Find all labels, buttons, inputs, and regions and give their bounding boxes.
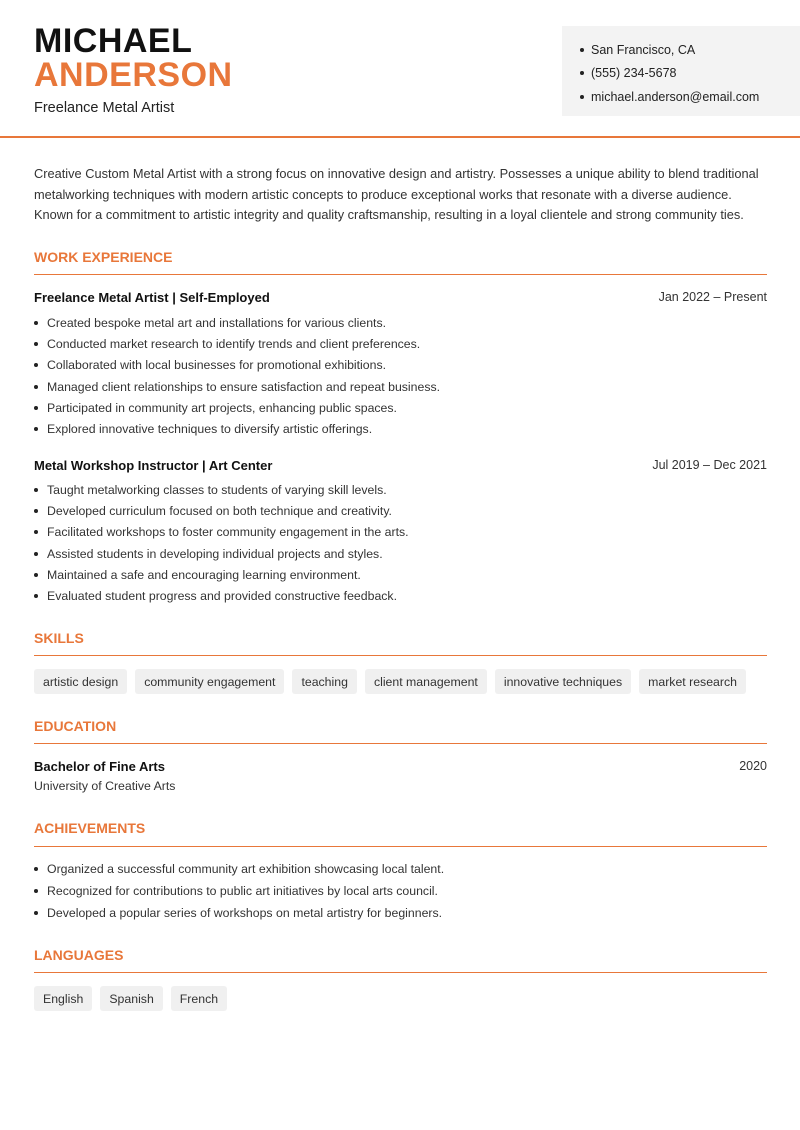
bullet-icon xyxy=(580,71,584,75)
section-divider xyxy=(34,743,767,744)
skill-tag: teaching xyxy=(292,669,357,694)
list-item: Facilitated workshops to foster community engagement in the arts. xyxy=(34,522,767,543)
language-tag: French xyxy=(171,986,227,1011)
job-dates: Jan 2022 – Present xyxy=(658,290,767,304)
job-header xyxy=(34,290,767,305)
email-text: michael.anderson@email.com xyxy=(591,89,760,104)
location-text: San Francisco, CA xyxy=(591,42,696,57)
phone-text: (555) 234-5678 xyxy=(591,66,677,81)
list-item: Conducted market research to identify trends and client preferences. xyxy=(34,333,767,354)
bullet-icon xyxy=(34,867,38,871)
last-name: ANDERSON xyxy=(34,56,233,94)
language-tag: Spanish xyxy=(100,986,162,1011)
bullet-icon xyxy=(34,573,38,577)
section-divider xyxy=(34,274,767,275)
job-role: Metal Workshop Instructor | Art Center xyxy=(34,458,273,473)
bullet-icon xyxy=(34,427,38,431)
bullet-icon xyxy=(34,488,38,492)
contact-location xyxy=(580,38,800,62)
section-divider xyxy=(34,972,767,973)
bullet-icon xyxy=(34,594,38,598)
job-bullets xyxy=(34,479,767,607)
language-tag: English xyxy=(34,986,92,1011)
bullet-icon xyxy=(580,48,584,52)
skill-tag: innovative techniques xyxy=(495,669,631,694)
achievement-bullets xyxy=(34,858,767,924)
section-divider xyxy=(34,846,767,847)
list-item: Managed client relationships to ensure satisfaction and repeat business. xyxy=(34,376,767,397)
section-title-education: EDUCATION xyxy=(34,718,117,734)
section-title-work: WORK EXPERIENCE xyxy=(34,249,173,265)
bullet-icon xyxy=(34,342,38,346)
list-item: Created bespoke metal art and installations for various clients. xyxy=(34,312,767,333)
contact-box xyxy=(562,26,800,116)
job-bullets xyxy=(34,312,767,440)
education-degree: Bachelor of Fine Arts xyxy=(34,759,165,774)
list-item: Collaborated with local businesses for promotional exhibitions. xyxy=(34,355,767,376)
section-divider xyxy=(34,655,767,656)
bullet-icon xyxy=(34,385,38,389)
contact-phone xyxy=(580,62,800,86)
skill-tag: client management xyxy=(365,669,487,694)
contact-email xyxy=(580,85,800,109)
bullet-icon xyxy=(580,95,584,99)
bullet-icon xyxy=(34,911,38,915)
list-item: Participated in community art projects, enhancing public spaces. xyxy=(34,397,767,418)
list-item: Taught metalworking classes to students of varying skill levels. xyxy=(34,479,767,500)
bullet-icon xyxy=(34,889,38,893)
bullet-icon xyxy=(34,406,38,410)
bullet-icon xyxy=(34,530,38,534)
bullet-icon xyxy=(34,509,38,513)
job-title: Freelance Metal Artist xyxy=(34,100,175,116)
list-item: Explored innovative techniques to diversify artistic offerings. xyxy=(34,418,767,439)
resume-header xyxy=(0,0,800,138)
section-title-languages: LANGUAGES xyxy=(34,947,124,963)
bullet-icon xyxy=(34,363,38,367)
job-header xyxy=(34,458,767,473)
language-tags xyxy=(34,986,227,1011)
bullet-icon xyxy=(34,321,38,325)
summary-paragraph: Creative Custom Metal Artist with a strong focus on innovative design and artistry. Possesses a unique ability to blend traditional metalworking techniques with modern artistic concepts to produce exceptional works that resonate with a diverse audience. Known for a commitment to artistic integrity and quality craftsmanship, resulting in a loyal clientele and strong community ties. xyxy=(34,166,759,223)
skill-tag: artistic design xyxy=(34,669,127,694)
first-name: MICHAEL xyxy=(34,22,193,60)
section-title-skills: SKILLS xyxy=(34,630,84,646)
section-title-achievements: ACHIEVEMENTS xyxy=(34,820,146,836)
skills-tags xyxy=(34,669,746,694)
list-item: Recognized for contributions to public art initiatives by local arts council. xyxy=(34,880,767,902)
list-item: Developed curriculum focused on both technique and creativity. xyxy=(34,500,767,521)
job-dates: Jul 2019 – Dec 2021 xyxy=(652,458,767,472)
education-school: University of Creative Arts xyxy=(34,779,176,793)
list-item: Developed a popular series of workshops on metal artistry for beginners. xyxy=(34,902,767,924)
list-item: Evaluated student progress and provided constructive feedback. xyxy=(34,585,767,606)
list-item: Organized a successful community art exhibition showcasing local talent. xyxy=(34,858,767,880)
job-role: Freelance Metal Artist | Self-Employed xyxy=(34,290,270,305)
skill-tag: market research xyxy=(639,669,746,694)
list-item: Assisted students in developing individual projects and styles. xyxy=(34,543,767,564)
list-item: Maintained a safe and encouraging learning environment. xyxy=(34,564,767,585)
skill-tag: community engagement xyxy=(135,669,284,694)
education-year: 2020 xyxy=(739,759,767,773)
bullet-icon xyxy=(34,552,38,556)
